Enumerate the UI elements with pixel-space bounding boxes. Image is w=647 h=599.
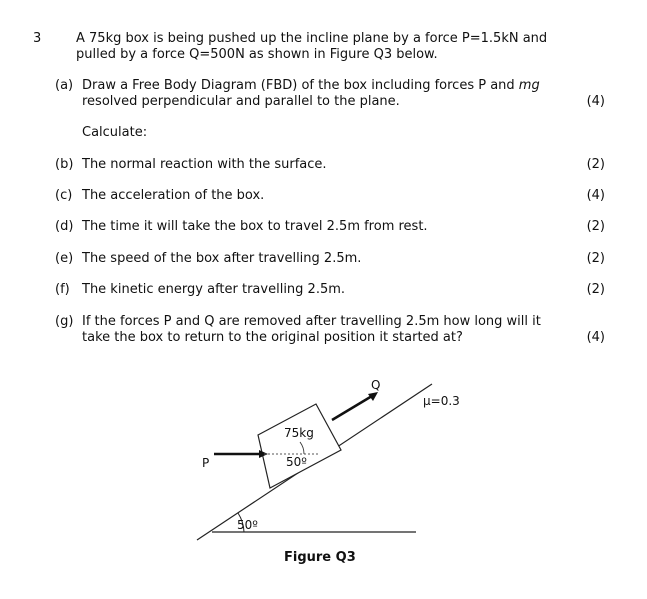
mass-label: 75kg xyxy=(284,426,314,440)
part-d-marks: (2) xyxy=(586,219,605,234)
part-e-text: The speed of the box after travelling 2.5m. xyxy=(82,251,362,266)
part-c-text: The acceleration of the box. xyxy=(82,188,265,203)
part-g-marks: (4) xyxy=(586,330,605,345)
part-g-label: (g) xyxy=(55,314,74,329)
part-e-marks: (2) xyxy=(586,251,605,266)
part-a-line-1: Draw a Free Body Diagram (FBD) of the box including forces P and xyxy=(82,78,515,93)
part-c-marks: (4) xyxy=(586,188,605,203)
part-b-marks: (2) xyxy=(586,157,605,172)
part-e-label: (e) xyxy=(55,251,74,266)
part-d-label: (d) xyxy=(55,219,74,234)
part-g-line-1: If the forces P and Q are removed after travelling 2.5m how long will it xyxy=(82,314,541,329)
calculate-label: Calculate: xyxy=(82,125,148,140)
question-number: 3 xyxy=(33,31,42,46)
part-a-mg: mg xyxy=(518,78,540,93)
force-p-label: P xyxy=(202,456,210,470)
question-stem-line-1: A 75kg box is being pushed up the incline plane by a force P=1.5kN and xyxy=(76,31,548,46)
part-a-marks: (4) xyxy=(586,94,605,109)
box xyxy=(258,404,341,488)
part-b-label: (b) xyxy=(55,157,74,172)
friction-label: µ=0.3 xyxy=(423,394,460,408)
part-f-marks: (2) xyxy=(586,282,605,297)
part-c-label: (c) xyxy=(55,188,73,203)
force-q-label: Q xyxy=(371,378,381,392)
part-g-line-2: take the box to return to the original position it started at? xyxy=(82,330,463,345)
part-f-text: The kinetic energy after travelling 2.5m. xyxy=(82,282,346,297)
box-angle-label: 50º xyxy=(286,455,307,469)
figure-caption: Figure Q3 xyxy=(284,550,356,565)
incline-angle-label: 50º xyxy=(237,518,258,532)
part-a-label: (a) xyxy=(55,78,74,93)
part-f-label: (f) xyxy=(55,282,70,297)
question-stem-line-2: pulled by a force Q=500N as shown in Figure Q3 below. xyxy=(76,47,438,62)
force-q-line xyxy=(332,396,372,420)
part-a-line-2: resolved perpendicular and parallel to the plane. xyxy=(82,94,400,109)
part-b-text: The normal reaction with the surface. xyxy=(82,157,327,172)
part-d-text: The time it will take the box to travel 2.5m from rest. xyxy=(82,219,428,234)
